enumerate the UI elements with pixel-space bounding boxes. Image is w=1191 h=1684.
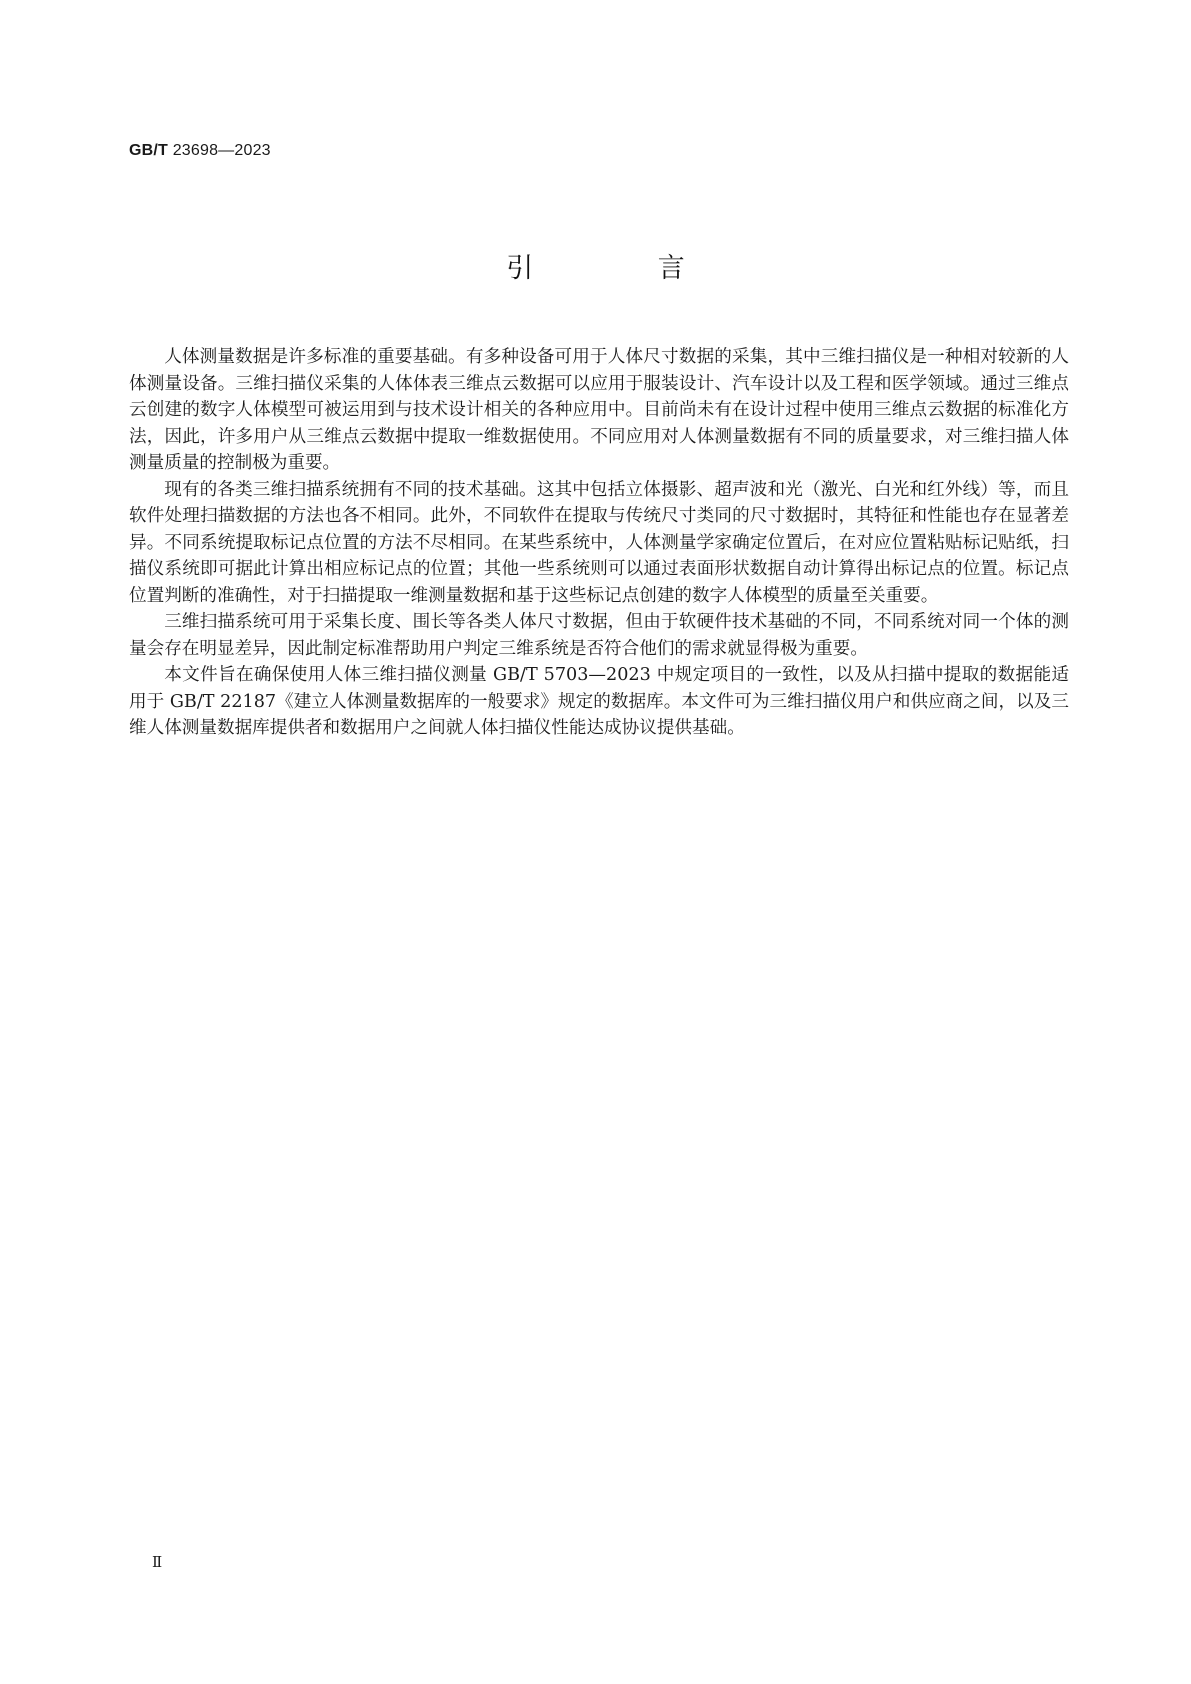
section-title: 引 言 (506, 253, 743, 284)
paragraph-3: 三维扫描系统可用于采集长度、围长等各类人体尺寸数据，但由于软硬件技术基础的不同，不同系统对同一个体的测量会存在明显差异，因此制定标准帮助用户判定三维系统是否符合他们的需求就显得极为重要。 (129, 612, 1069, 659)
page-number: Ⅱ (152, 1553, 163, 1571)
introduction-body (129, 344, 1069, 742)
standard-number (129, 142, 271, 160)
standard-prefix: GB/T (129, 142, 169, 159)
paragraph-4: 本文件旨在确保使用人体三维扫描仪测量 GB/T 5703—2023 中规定项目的一致性，以及从扫描中提取的数据能适用于 GB/T 22187《建立人体测量数据库的一般要求》规定的数据库。本文件可为三维扫描仪用户和供应商之间，以及三维人体测量数据库提供者和数据用户之间就人体扫描仪性能达成协议提供基础。 (129, 665, 1069, 738)
standard-code: 23698—2023 (172, 142, 271, 159)
paragraph-1: 人体测量数据是许多标准的重要基础。有多种设备可用于人体尺寸数据的采集，其中三维扫描仪是一种相对较新的人体测量设备。三维扫描仪采集的人体体表三维点云数据可以应用于服装设计、汽车设计以及工程和医学领域。通过三维点云创建的数字人体模型可被运用到与技术设计相关的各种应用中。目前尚未有在设计过程中使用三维点云数据的标准化方法，因此，许多用户从三维点云数据中提取一维数据使用。不同应用对人体测量数据有不同的质量要求，对三维扫描人体测量质量的控制极为重要。 (129, 347, 1069, 473)
paragraph-2: 现有的各类三维扫描系统拥有不同的技术基础。这其中包括立体摄影、超声波和光（激光、白光和红外线）等，而且软件处理扫描数据的方法也各不相同。此外，不同软件在提取与传统尺寸类同的尺寸数据时，其特征和性能也存在显著差异。不同系统提取标记点位置的方法不尽相同。在某些系统中，人体测量学家确定位置后，在对应位置粘贴标记贴纸，扫描仪系统即可据此计算出相应标记点的位置；其他一些系统则可以通过表面形状数据自动计算得出标记点的位置。标记点位置判断的准确性，对于扫描提取一维测量数据和基于这些标记点创建的数字人体模型的质量至关重要。 (129, 479, 1069, 606)
